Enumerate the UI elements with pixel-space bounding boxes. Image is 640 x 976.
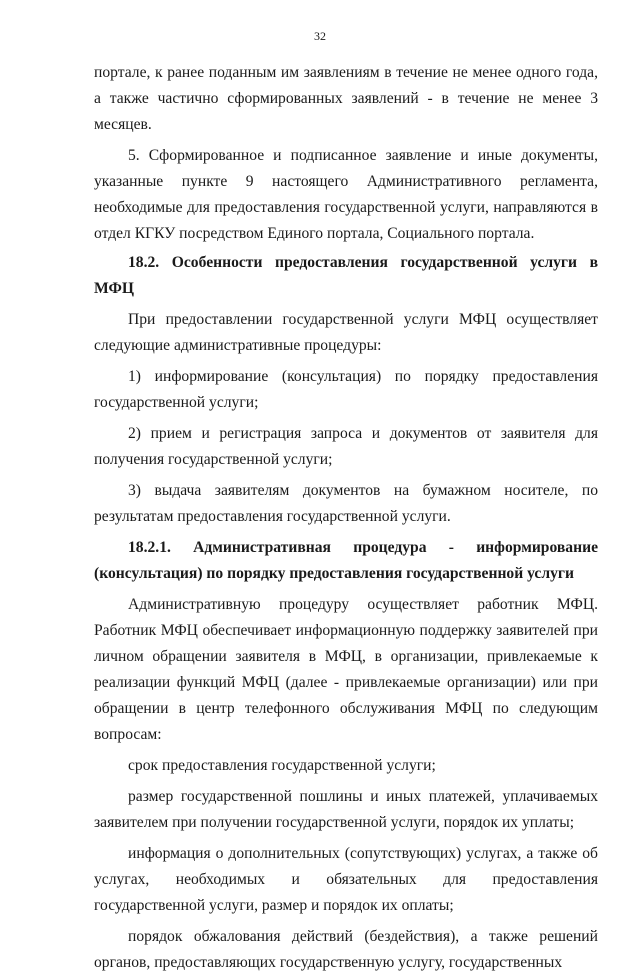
document-body <box>94 60 598 976</box>
paragraph-mfc-worker: Административную процедуру осуществляет работник МФЦ. Работник МФЦ обеспечивает информационную поддержку заявителей при личном обращении заявителя в МФЦ, в организации, привлекаемые к реализации функций МФЦ (далее - привлекаемые организации) или при обращении в центр телефонного обслуживания МФЦ по следующим вопросам: <box>94 596 598 743</box>
paragraph-fee-size: размер государственной пошлины и иных платежей, уплачиваемых заявителем при получении государственной услуги, порядок их уплаты; <box>94 788 598 831</box>
procedures-list <box>94 364 598 530</box>
paragraph-additional-services: информация о дополнительных (сопутствующих) услугах, а также об услугах, необходимых и обязательных для предоставления государственной услуги, размер и порядок их оплаты; <box>94 845 598 914</box>
paragraph-item-5: 5. Сформированное и подписанное заявление и иные документы, указанные пункте 9 настоящего Административного регламента, необходимые для предоставления государственной услуги, направляются в отдел КГКУ посредством Единого портала, Социального портала. <box>94 147 598 242</box>
page-number: 32 <box>314 29 326 43</box>
list-item: 3) выдача заявителям документов на бумажном носителе, по результатам предоставления государственной услуги. <box>94 482 598 525</box>
paragraph-mfc-procedures-intro: При предоставлении государственной услуги МФЦ осуществляет следующие административные процедуры: <box>94 311 598 354</box>
list-item: 2) прием и регистрация запроса и документов от заявителя для получения государственной услуги; <box>94 425 598 468</box>
section-heading-18-2-1: 18.2.1. Административная процедура - информирование (консультация) по порядку предоставления государственной услуги <box>94 539 598 582</box>
list-item: 1) информирование (консультация) по порядку предоставления государственной услуги; <box>94 368 598 411</box>
paragraph-appeal-procedure: порядок обжалования действий (бездействия), а также решений органов, предоставляющих государственную услугу, государственных <box>94 928 598 971</box>
paragraph-service-term: срок предоставления государственной услуги; <box>128 757 436 774</box>
section-heading-18-2: 18.2. Особенности предоставления государственной услуги в МФЦ <box>94 254 598 297</box>
paragraph-portal-continuation: порталe, к ранее поданным им заявлениям в течение не менее одного года, а также частично сформированных заявлений - в течение не менее 3 месяцев. <box>94 64 598 133</box>
